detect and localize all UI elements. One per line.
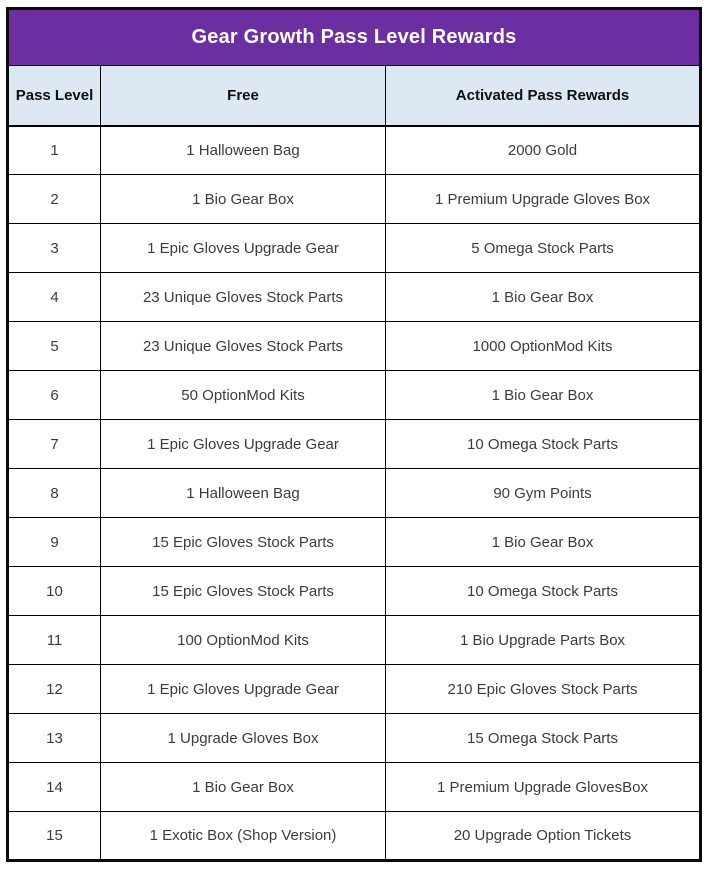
- activated-reward-cell: 15 Omega Stock Parts: [386, 714, 701, 763]
- column-header-pass-level: Pass Level: [8, 66, 101, 126]
- free-reward-cell: 1 Epic Gloves Upgrade Gear: [101, 665, 386, 714]
- pass-level-cell: 9: [8, 518, 101, 567]
- activated-reward-cell: 1 Bio Upgrade Parts Box: [386, 616, 701, 665]
- activated-reward-cell: 90 Gym Points: [386, 469, 701, 518]
- table-row: [8, 763, 701, 812]
- table-row: [8, 616, 701, 665]
- table-row: [8, 518, 701, 567]
- table-row: [8, 420, 701, 469]
- activated-reward-cell: 1 Premium Upgrade GlovesBox: [386, 763, 701, 812]
- pass-level-cell: 4: [8, 273, 101, 322]
- page-title: Gear Growth Pass Level Rewards: [8, 9, 701, 66]
- pass-level-cell: 5: [8, 322, 101, 371]
- pass-level-cell: 7: [8, 420, 101, 469]
- activated-reward-cell: 20 Upgrade Option Tickets: [386, 812, 701, 861]
- table-body: [8, 126, 701, 861]
- pass-level-cell: 15: [8, 812, 101, 861]
- pass-level-cell: 6: [8, 371, 101, 420]
- free-reward-cell: 1 Halloween Bag: [101, 126, 386, 175]
- table-row: [8, 273, 701, 322]
- free-reward-cell: 1 Bio Gear Box: [101, 175, 386, 224]
- table-row: [8, 567, 701, 616]
- activated-reward-cell: 210 Epic Gloves Stock Parts: [386, 665, 701, 714]
- free-reward-cell: 23 Unique Gloves Stock Parts: [101, 322, 386, 371]
- free-reward-cell: 100 OptionMod Kits: [101, 616, 386, 665]
- activated-reward-cell: 1000 OptionMod Kits: [386, 322, 701, 371]
- pass-level-cell: 10: [8, 567, 101, 616]
- title-row: [8, 9, 701, 66]
- pass-level-cell: 3: [8, 224, 101, 273]
- activated-reward-cell: 1 Bio Gear Box: [386, 518, 701, 567]
- activated-reward-cell: 1 Bio Gear Box: [386, 273, 701, 322]
- pass-level-cell: 13: [8, 714, 101, 763]
- table-row: [8, 469, 701, 518]
- column-header-free: Free: [101, 66, 386, 126]
- table-row: [8, 665, 701, 714]
- column-header-row: [8, 66, 701, 126]
- free-reward-cell: 1 Exotic Box (Shop Version): [101, 812, 386, 861]
- activated-reward-cell: 1 Bio Gear Box: [386, 371, 701, 420]
- free-reward-cell: 1 Upgrade Gloves Box: [101, 714, 386, 763]
- free-reward-cell: 1 Epic Gloves Upgrade Gear: [101, 224, 386, 273]
- activated-reward-cell: 10 Omega Stock Parts: [386, 420, 701, 469]
- pass-level-cell: 8: [8, 469, 101, 518]
- free-reward-cell: 1 Epic Gloves Upgrade Gear: [101, 420, 386, 469]
- pass-level-cell: 14: [8, 763, 101, 812]
- table-row: [8, 175, 701, 224]
- column-header-activated-pass-rewards: Activated Pass Rewards: [386, 66, 701, 126]
- rewards-table: [6, 7, 702, 862]
- table-row: [8, 126, 701, 175]
- table-row: [8, 322, 701, 371]
- pass-level-cell: 12: [8, 665, 101, 714]
- free-reward-cell: 23 Unique Gloves Stock Parts: [101, 273, 386, 322]
- activated-reward-cell: 1 Premium Upgrade Gloves Box: [386, 175, 701, 224]
- table-row: [8, 371, 701, 420]
- table-row: [8, 812, 701, 861]
- activated-reward-cell: 5 Omega Stock Parts: [386, 224, 701, 273]
- free-reward-cell: 15 Epic Gloves Stock Parts: [101, 518, 386, 567]
- free-reward-cell: 15 Epic Gloves Stock Parts: [101, 567, 386, 616]
- table-row: [8, 224, 701, 273]
- free-reward-cell: 50 OptionMod Kits: [101, 371, 386, 420]
- free-reward-cell: 1 Halloween Bag: [101, 469, 386, 518]
- free-reward-cell: 1 Bio Gear Box: [101, 763, 386, 812]
- activated-reward-cell: 2000 Gold: [386, 126, 701, 175]
- pass-level-cell: 2: [8, 175, 101, 224]
- activated-reward-cell: 10 Omega Stock Parts: [386, 567, 701, 616]
- table-row: [8, 714, 701, 763]
- pass-level-cell: 11: [8, 616, 101, 665]
- pass-level-cell: 1: [8, 126, 101, 175]
